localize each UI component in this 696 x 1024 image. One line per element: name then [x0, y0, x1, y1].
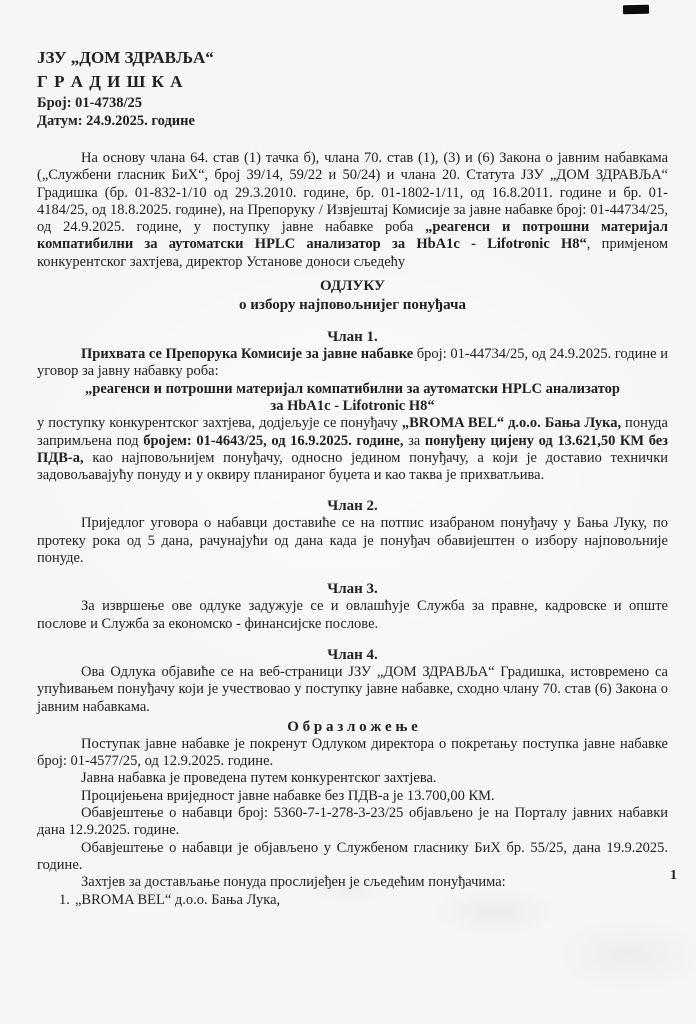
article-4-paragraph: Ова Одлука објавиће се на веб-страници ЈЗУ „ДОМ ЗДРАВЉА“ Градишка, истовремено са упућивањем понуђачу који је учествовао у поступку јавне набавке, сходно члану 70. став (6) Закона о јавним набавкама.: [37, 663, 668, 715]
offer-price-bold: понуђену цијену од 13.621,50 КМ без ПДВ-а,: [37, 432, 669, 466]
preamble-subject-bold: „реагенси и потрошни материјал компатибилни за аутоматски HPLC анализатор за HbA1c - Lifotronic H8“: [37, 219, 668, 253]
article-2-heading: Члан 2.: [327, 498, 378, 515]
award-text-2: понуда запримљена под: [37, 415, 668, 449]
rationale-paragraph-3: Процијењена вриједност јавне набавке без ПДВ-а је 13.700,00 КМ.: [81, 787, 495, 804]
preamble-text-2: , примјеном конкурентског захтјева, директор Установе доноси сљедећу: [37, 236, 669, 270]
procurement-subject-line-1: „реагенси и потрошни материјал компатибилни за аутоматски HPLC анализатор: [85, 380, 620, 397]
preamble-text-1: На основу члана 64. став (1) тачка б), члана 70. став (1), (3) и (6) Закона о јавним набавкама („Службени гласник БиХ“, број 39/14, 59/22 и 50/24) и члана 20. Статута ЈЗУ „ДОМ ЗДРАВЉА“ Градишка (бр. 01-832-1/10 од 29.3.2010. године, бр. 01-1802-1/11, од 16.8.2011. године и бр. 01-4184/25, од 18.8.2025. године), на Препоруку / Извјештај Комисије за јавне набавке број: 01-44734/25, од 24.9.2025. године, у поступку јавне набавке роба: [37, 150, 668, 236]
doc-number: Број: 01-4738/25: [37, 95, 143, 111]
rationale-paragraph-5: Обавјештење о набавци је објављено у Службеном гласнику БиХ бр. 55/25, дана 19.9.2025. године.: [37, 839, 668, 873]
article-1-accept-bold: Прихвата се Препорука Комисије за јавне набавке: [81, 346, 414, 363]
rationale-paragraph-6: Захтјев за достављање понуда прослијеђен је сљедећим понуђачима:: [81, 874, 506, 891]
page-number: 1: [670, 868, 677, 883]
award-text-4: као најповољнијем понуђачу, односно једином понуђачу, а који је доставио технички задовољавајућу понуду и у оквиру планираног буџета и као таква је прихватљива.: [37, 449, 668, 484]
letterhead: [37, 46, 668, 130]
org-city: Г Р А Д И Ш К А: [37, 72, 184, 91]
winner-name-bold: „BROMA BEL“ д.о.о. Бања Лука,: [401, 415, 622, 432]
preamble-paragraph: [37, 150, 668, 271]
bidder-item-number: 1.: [59, 891, 70, 908]
article-3-heading: Члан 3.: [327, 581, 378, 598]
scan-artifact-mark: [623, 5, 649, 14]
article-1-accept-rest: број: 01-44734/25, од 24.9.2025. године и уговор за јавну набавку роба:: [37, 346, 668, 380]
bidder-item-name: „BROMA BEL“ д.о.о. Бања Лука,: [75, 891, 281, 908]
award-text-1: у поступку конкурентског захтјева, додјељује се понуђачу: [37, 415, 402, 432]
article-1-heading: Члан 1.: [327, 329, 378, 346]
org-name: ЈЗУ „ДОМ ЗДРАВЉА“: [37, 48, 214, 67]
rationale-heading: О б р а з л о ж е њ е: [287, 718, 418, 735]
rationale-paragraph-1: Поступак јавне набавке је покренут Одлуком директора о покретању поступка јавне набавке број: 01-4577/25, од 12.9.2025. године.: [37, 735, 668, 770]
bidder-list-item: [59, 892, 668, 909]
rationale-paragraph-4: Обавјештење о набавци број: 5360-7-1-278-3-23/25 објављено је на Порталу јавних набавки дана 12.9.2025. године.: [37, 805, 668, 839]
offer-number-bold: бројем: 01-4643/25, од 16.9.2025. године,: [143, 432, 404, 449]
article-3-paragraph: За извршење ове одлуке задужује се и овлашћује Служба за правне, кадровске и опште послове и Служба за економско - финансијске послове.: [37, 598, 668, 632]
article-1-paragraph-1: [37, 346, 668, 381]
doc-date: Датум: 24.9.2025. године: [37, 113, 195, 129]
decision-title: ОДЛУКУ: [319, 278, 385, 295]
article-1-paragraph-2: [37, 415, 668, 484]
article-2-paragraph: Приједлог уговора о набавци доставиће се на потпис изабраном понуђачу у Бања Луку, по протеку рока од 5 дана, рачунајући од дана када је понуђач обавијештен о избору најповољније понуде.: [37, 515, 668, 567]
article-4-heading: Члан 4.: [327, 646, 378, 663]
procurement-subject-line-2: за HbA1c - Lifotronic H8“: [270, 397, 435, 414]
rationale-paragraph-2: Јавна набавка је проведена путем конкурентског захтјева.: [81, 770, 437, 787]
decision-subtitle: о избору најповољнијег понуђача: [239, 297, 466, 314]
award-text-3: за: [403, 432, 425, 449]
